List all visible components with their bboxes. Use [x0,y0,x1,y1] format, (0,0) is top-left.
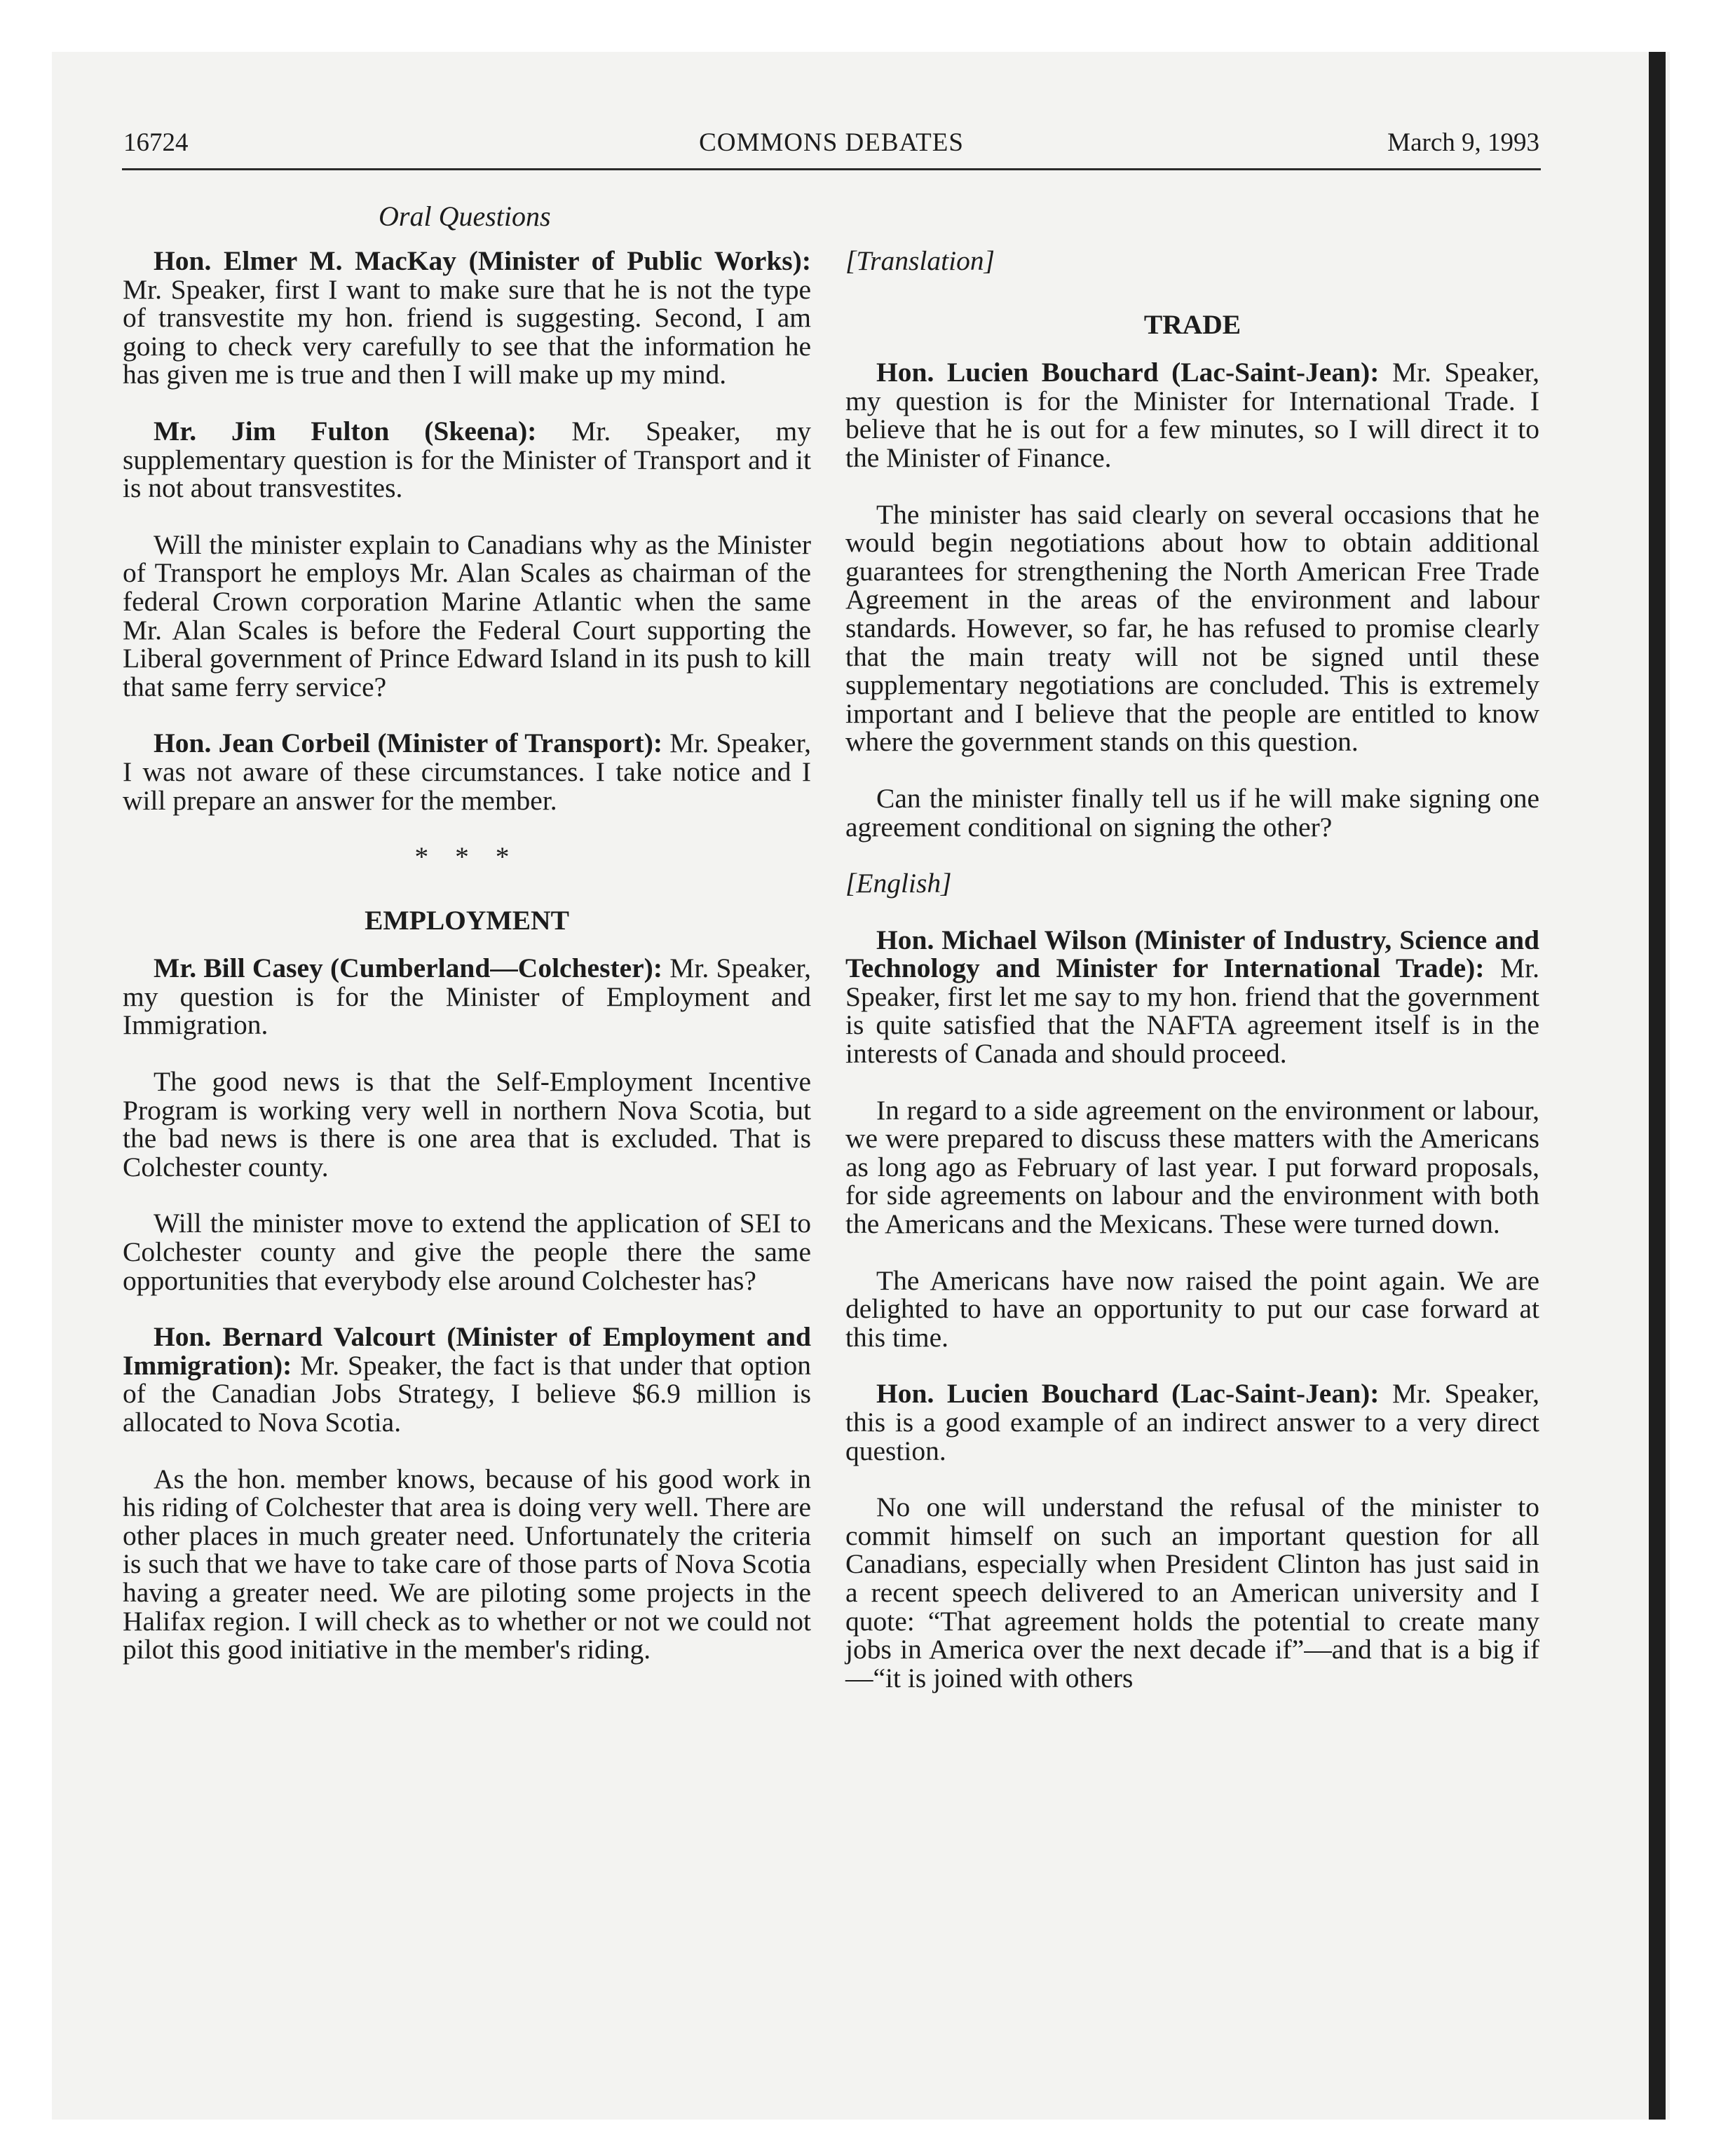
paragraph-text: Mr. Speaker, my question is for the Minister of Employment and Immigration. [123,953,811,1041]
paragraph: The good news is that the Self-Employment Incentive Program is working very well in northern Nova Scotia, but the bad news is there is one area that is excluded. That is Colchester county. [123,1066,811,1182]
paragraph [845,358,1539,472]
paragraph-text: Mr. Speaker, first let me say to my hon. friend that the government is quite satisfied that the NAFTA agreement itself is in the interests of Canada and should proceed. [845,953,1539,1070]
speaker-name: Hon. Jean Corbeil (Minister of Transport): [154,728,663,759]
section-heading: EMPLOYMENT [365,904,569,936]
speaker-name: Hon. Elmer M. MacKay (Minister of Public Works): [154,245,811,276]
paragraph-text: Mr. Speaker, I was not aware of these circumstances. I take notice and I will prepare an answer for the member. [123,728,812,816]
section-label: Oral Questions [379,200,551,232]
scan-edge-shadow [1649,52,1666,2120]
section-heading: TRADE [1143,308,1241,340]
paragraph: The minister has said clearly on several occasions that he would begin negotiations about how to obtain additional guarantees for strengthening the North American Free Trade Agreement in the areas of the environment and labour standards. However, so far, he has refused to promise clearly that the main treaty will not be signed until these supplementary negotiations are concluded. This is extremely important and I believe that the people are entitled to know where the government stands on this question. [845,498,1539,758]
paragraph [123,954,811,1039]
paragraph: Will the minister move to extend the application of SEI to Colchester county and give the people there the same opportunities that everybody else around Colchester has? [123,1208,811,1296]
paragraph: As the hon. member knows, because of his good work in his riding of Colchester that area is doing very well. There are other places in much greater need. Unfortunately the criteria is such that we have to take care of those parts of Nova Scotia having a greater need. We are piloting some projects in the Halifax region. I will check as to whether or not we could not pilot this good initiative in the member's riding. [123,1463,811,1665]
paragraph-text: Mr. Speaker, my supplementary question is for the Minister of Transport and it is not about transvestites. [123,415,811,504]
paragraph-text: Mr. Speaker, this is a good example of an indirect answer to a very direct question. [845,1378,1540,1466]
language-tag: [English] [845,868,952,899]
publication-date: March 9, 1993 [1387,128,1539,157]
paragraph: Can the minister finally tell us if he will make signing one agreement conditional on signing the other? [845,782,1539,842]
paragraph-text: Mr. Speaker, my question is for the Minister for International Trade. I believe that he is out for a few minutes, so I will direct it to the Minister of Finance. [845,357,1540,473]
paragraph: No one will understand the refusal of the minister to commit himself on such an important question for all Canadians, especially when President Clinton has just said in a recent speech delivered to an American university and I quote: “That agreement holds the potential to create many jobs in America over the next decade if”—and that is a big if—“it is joined with others [845,1492,1539,1693]
left-column [123,247,811,1692]
publication-title: COMMONS DEBATES [699,128,964,157]
speaker-name: Mr. Jim Fulton (Skeena): [154,415,537,446]
paragraph [123,1323,811,1436]
paragraph [845,1379,1539,1465]
speaker-name: Hon. Bernard Valcourt (Minister of Employment and Immigration): [123,1321,811,1381]
right-column [845,247,1539,1720]
paragraph [845,926,1539,1068]
speaker-name: Hon. Michael Wilson (Minister of Industry, Science and Technology and Minister for International Trade): [845,924,1539,984]
paragraph [123,729,811,814]
paragraph-text: Mr. Speaker, the fact is that under that option of the Canadian Jobs Strategy, I believe $6.9 million is allocated to Nova Scotia. [123,1349,811,1438]
speaker-name: Hon. Lucien Bouchard (Lac-Saint-Jean): [876,357,1380,388]
paragraph [123,417,811,503]
speaker-name: Mr. Bill Casey (Cumberland—Colchester): [154,953,662,984]
header-rule [122,168,1541,170]
paragraph: The Americans have now raised the point again. We are delighted to have an opportunity to put our case forward at this time. [845,1264,1539,1353]
page-header [123,128,1539,165]
paragraph: In regard to a side agreement on the environment or labour, we were prepared to discuss these matters with the Americans as long ago as February of last year. I put forward proposals, for side agreements on labour and the environment with both the Americans and the Mexicans. These were turned down. [845,1094,1539,1240]
section-separator: * * * [414,841,519,873]
page-number: 16724 [123,128,189,157]
language-tag: [Translation] [845,245,995,276]
paragraph-text: Mr. Speaker, first I want to make sure that he is not the type of transvestite my hon. friend is suggesting. Second, I am going to check very carefully to see that the information he has given me is true and then I will make up my mind. [123,273,811,390]
paragraph [123,247,811,389]
paragraph: Will the minister explain to Canadians why as the Minister of Transport he employs Mr. Alan Scales as chairman of the federal Crown corporation Marine Atlantic when the same Mr. Alan Scales is before the Federal Court supporting the Liberal government of Prince Edward Island in its push to kill that same ferry service? [123,528,811,702]
speaker-name: Hon. Lucien Bouchard (Lac-Saint-Jean): [876,1378,1380,1410]
